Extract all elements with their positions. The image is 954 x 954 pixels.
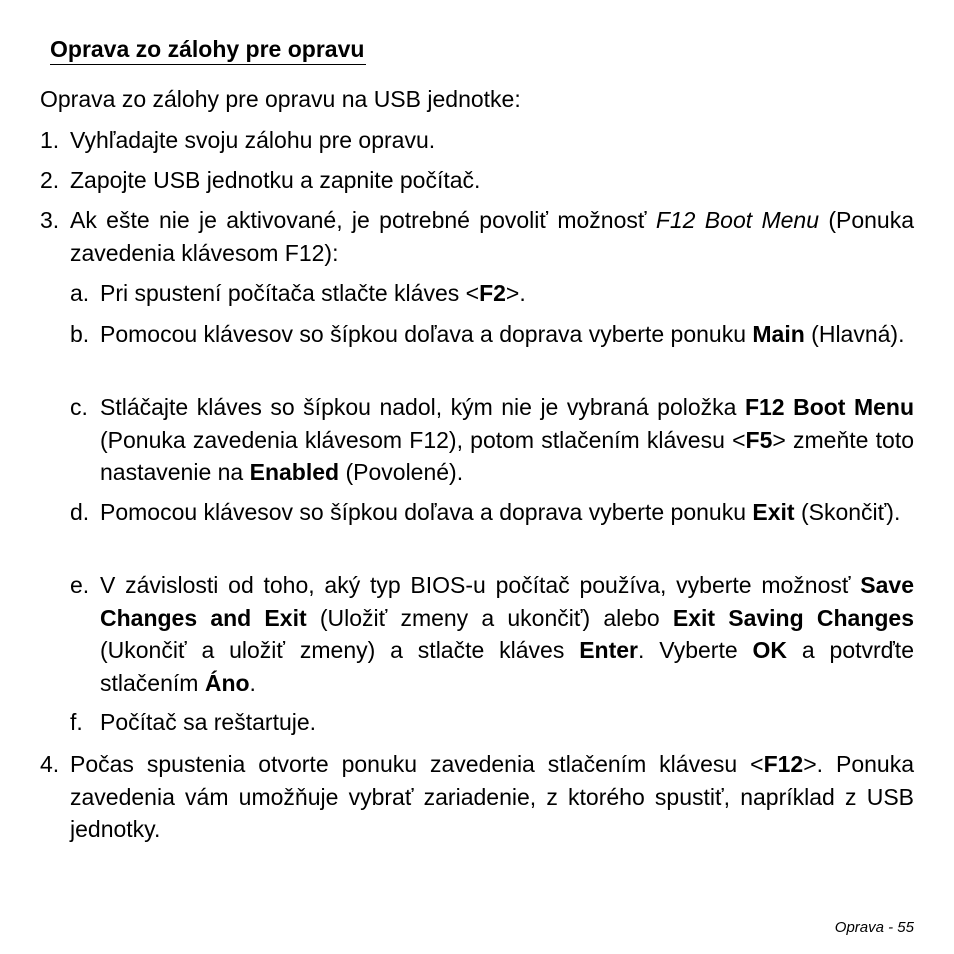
substep-letter: f. [70,709,83,735]
substep-text: Pomocou klávesov so šípkou doľava a doprava vyberte ponuku Main (Hlavná). [100,321,905,347]
step-number: 2. [40,167,60,193]
step-1 [40,124,914,157]
step-3 [40,204,914,269]
step-number: 3. [40,207,60,233]
page-footer: Oprava - 55 [834,919,914,936]
substep-d [70,496,914,529]
intro-paragraph: Oprava zo zálohy pre opravu na USB jednotke: [40,86,521,112]
section-heading: Oprava zo zálohy pre opravu [50,34,366,65]
substep-f [70,706,914,739]
step-4 [40,748,914,846]
step-text: Zapojte USB jednotku a zapnite počítač. [70,167,481,193]
substep-letter: c. [70,394,88,420]
substep-text: Pri spustení počítača stlačte kláves <F2>. [100,280,526,306]
substep-letter: e. [70,572,90,598]
substep-e [70,569,914,699]
step-text: Počas spustenia otvorte ponuku zavedenia stlačením klávesu <F12>. Ponuka zavedenia vám umožňuje vybrať zariadenie, z ktorého spustiť, napríklad z USB jednotky. [70,751,914,842]
substep-text: Pomocou klávesov so šípkou doľava a doprava vyberte ponuku Exit (Skončiť). [100,499,901,525]
substep-a [70,277,914,310]
step-text: Ak ešte nie je aktivované, je potrebné povoliť možnosť F12 Boot Menu (Ponuka zavedenia klávesom F12): [70,207,914,266]
substep-letter: d. [70,499,90,525]
substep-text: Počítač sa reštartuje. [100,709,317,735]
step-2 [40,164,914,197]
menu-name-italic: F12 Boot Menu [655,207,819,233]
step-text: Vyhľadajte svoju zálohu pre opravu. [70,127,436,153]
substep-text: Stláčajte kláves so šípkou nadol, kým nie je vybraná položka F12 Boot Menu (Ponuka zavedenia klávesom F12), potom stlačením klávesu <F5> zmeňte toto nastavenie na Enabled (Povolené). [100,394,914,485]
substep-text: V závislosti od toho, aký typ BIOS-u počítač používa, vyberte možnosť Save Changes and Exit (Uložiť zmeny a ukončiť) alebo Exit Saving Changes (Ukončiť a uložiť zmeny) a stlačte kláves Enter. Vyberte OK a potvrďte stlačením Áno. [100,572,915,696]
step-number: 4. [40,751,60,777]
substep-letter: a. [70,280,90,306]
step-number: 1. [40,127,60,153]
substep-b [70,318,914,351]
substep-c [70,391,914,489]
substep-letter: b. [70,321,90,347]
